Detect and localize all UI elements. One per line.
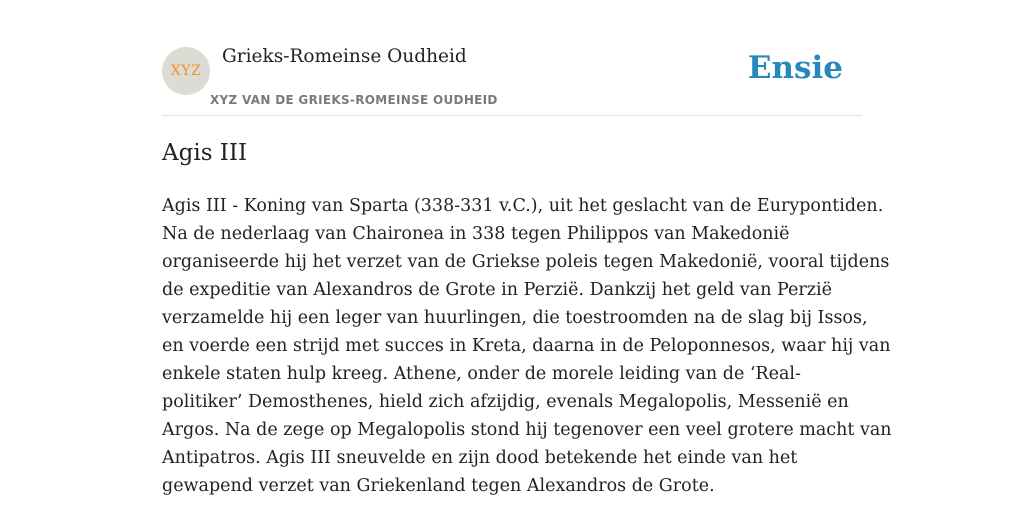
definition-line: de expeditie van Alexandros de Grote in Perzië. Dankzij het geld van Perzië xyxy=(162,280,832,300)
entry-headword: Agis III xyxy=(162,140,248,166)
definition-line: enkele staten hulp kreeg. Athene, onder de morele leiding van de ‘Real- xyxy=(162,364,801,384)
header-divider xyxy=(162,115,862,116)
definition-line: gewapend verzet van Griekenland tegen Alexandros de Grote. xyxy=(162,476,715,496)
entry-definition xyxy=(162,192,892,500)
definition-line: en voerde een strijd met succes in Kreta, daarna in de Peloponnesos, waar hij van xyxy=(162,336,891,356)
definition-line: Antipatros. Agis III sneuvelde en zijn dood betekende het einde van het xyxy=(162,448,798,468)
definition-line: verzamelde hij een leger van huurlingen, die toestroomden na de slag bij Issos, xyxy=(162,308,868,328)
page xyxy=(162,0,892,512)
site-subtitle: XYZ VAN DE GRIEKS-ROMEINSE OUDHEID xyxy=(210,93,498,107)
definition-line: Agis III - Koning van Sparta (338-331 v.C.), uit het geslacht van de Eurypontiden. xyxy=(162,196,884,216)
definition-line: Na de nederlaag van Chaironea in 338 tegen Philippos van Makedonië xyxy=(162,224,790,244)
definition-line: politiker’ Demosthenes, hield zich afzijdig, evenals Megalopolis, Messenië en xyxy=(162,392,849,412)
definition-line: Argos. Na de zege op Megalopolis stond hij tegenover een veel grotere macht van xyxy=(162,420,892,440)
avatar-text: XYZ xyxy=(170,63,202,79)
ensie-logo-link[interactable]: Ensie xyxy=(747,50,843,86)
definition-line: organiseerde hij het verzet van de Griekse poleis tegen Makedonië, vooral tijdens xyxy=(162,252,890,272)
publisher-avatar[interactable] xyxy=(162,47,210,95)
site-title-link[interactable]: Grieks-Romeinse Oudheid xyxy=(222,46,467,67)
